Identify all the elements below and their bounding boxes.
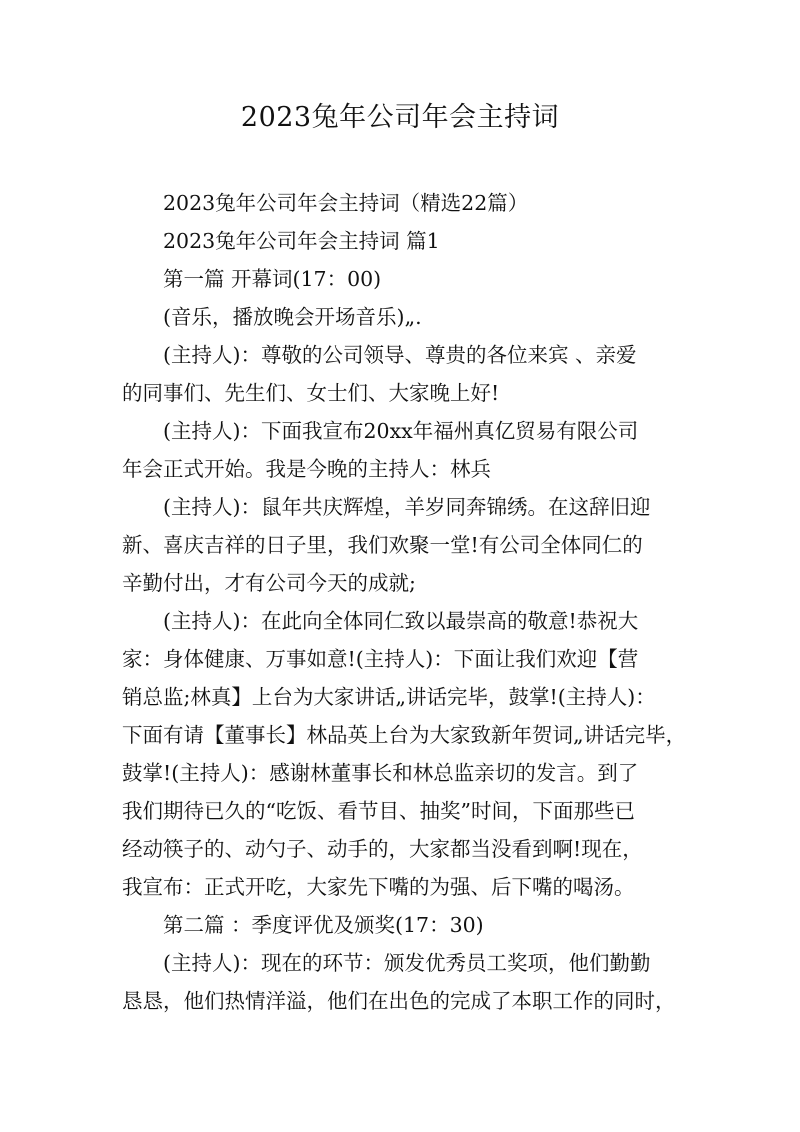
document-line: 我们期待已久的“吃饭、看节目、抽奖”时间，下面那些已 [122, 799, 635, 823]
document-line: 2023兔年公司年会主持词 篇1 [163, 229, 440, 253]
document-line: 经动筷子的、动勺子、动手的，大家都当没看到啊!现在， [122, 837, 643, 861]
document-line: 第一篇 开幕词(17：00) [163, 267, 382, 291]
document-line: 下面有请【董事长】林品英上台为大家致新年贺词„讲话完毕， [122, 723, 687, 747]
document-line: 鼓掌!(主持人)：感谢林董事长和林总监亲切的发言。到了 [122, 761, 639, 785]
document-body [122, 184, 688, 1020]
document-line: 第二篇 ：季度评优及颁奖(17：30) [163, 913, 484, 937]
document-line: 家：身体健康、万事如意!(主持人)：下面让我们欢迎【营 [122, 647, 639, 671]
document-line: (主持人)：鼠年共庆辉煌，羊岁同奔锦绣。在这辞旧迎 [163, 495, 651, 519]
document-line: 销总监;林真】上台为大家讲话„讲话完毕，鼓掌!(主持人)： [122, 685, 656, 709]
document-line: 辛勤付出，才有公司今天的成就; [122, 571, 416, 595]
document-line: (主持人)：下面我宣布20xx年福州真亿贸易有限公司 [163, 419, 639, 443]
document-line: 的同事们、先生们、女士们、大家晚上好! [122, 381, 500, 405]
document-line: (主持人)：尊敬的公司领导、尊贵的各位来宾 、亲爱 [163, 343, 637, 367]
document-line: 新、喜庆吉祥的日子里，我们欢聚一堂!有公司全体同仁的 [122, 533, 643, 557]
document-line: 我宣布：正式开吃，大家先下嘴的为强、后下嘴的喝汤。 [122, 875, 635, 899]
document-line: 恳恳，他们热情洋溢，他们在出色的完成了本职工作的同时， [122, 989, 676, 1013]
document-line: 年会正式开始。我是今晚的主持人：林兵 [122, 457, 491, 481]
document-line: (主持人)：现在的环节：颁发优秀员工奖项，他们勤勤 [163, 951, 651, 975]
document-line: (音乐，播放晚会开场音乐)„. [163, 305, 422, 329]
document-title: 2023兔年公司年会主持词 [240, 102, 560, 133]
document-line: 2023兔年公司年会主持词（精选22篇） [163, 191, 529, 215]
document-line: (主持人)：在此向全体同仁致以最崇高的敬意!恭祝大 [163, 609, 639, 633]
